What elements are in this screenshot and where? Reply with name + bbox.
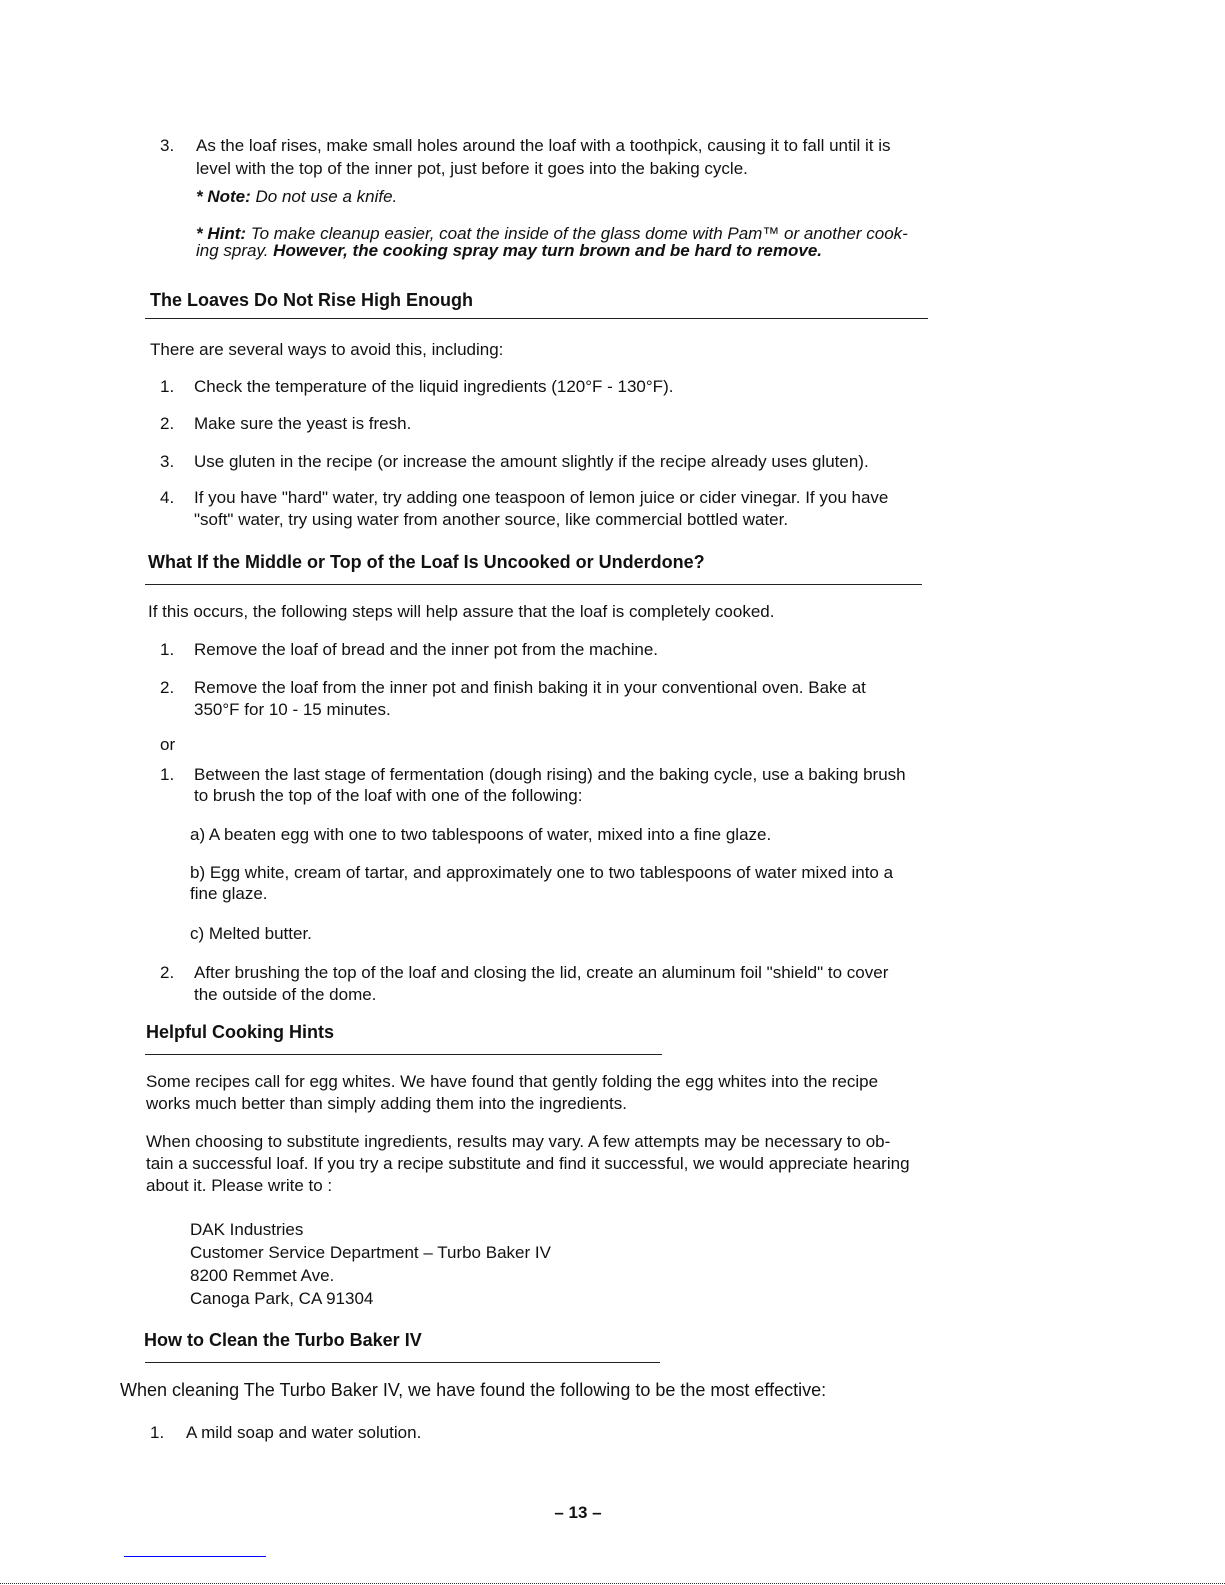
hint-text: ing spray. — [196, 241, 274, 260]
section-intro: If this occurs, the following steps will help assure that the loaf is completely cooked. — [148, 602, 775, 621]
list-item: Remove the loaf of bread and the inner pot from the machine. — [194, 640, 658, 659]
note — [196, 187, 397, 207]
list-item: to brush the top of the loaf with one of the following: — [194, 786, 583, 805]
sub-item: c) Melted butter. — [190, 924, 312, 943]
list-item: Check the temperature of the liquid ingredients (120°F - 130°F). — [194, 377, 674, 396]
list-number: 2. — [160, 963, 175, 982]
list-number: 1. — [150, 1423, 165, 1442]
paragraph-line: When choosing to substitute ingredients, results may vary. A few attempts may be necessary to ob- — [146, 1132, 891, 1151]
heading-rule — [145, 1054, 662, 1055]
list-item: Between the last stage of fermentation (dough rising) and the baking cycle, use a baking brush — [194, 765, 906, 784]
sub-item: fine glaze. — [190, 884, 268, 903]
sub-item: b) Egg white, cream of tartar, and approximately one to two tablespoons of water mixed into a — [190, 863, 894, 882]
address-line: 8200 Remmet Ave. — [190, 1266, 335, 1285]
list-item: If you have "hard" water, try adding one teaspoon of lemon juice or cider vinegar. If you have — [194, 488, 889, 507]
paragraph-line: works much better than simply adding them into the ingredients. — [146, 1094, 627, 1113]
address-line: Canoga Park, CA 91304 — [190, 1289, 374, 1308]
paragraph-line: Some recipes call for egg whites. We have found that gently folding the egg whites into the recipe — [146, 1072, 879, 1091]
note-label: * Note: — [196, 187, 251, 206]
hint-warning: However, the cooking spray may turn brown and be hard to remove. — [273, 241, 823, 260]
paragraph-line: tain a successful loaf. If you try a recipe substitute and find it successful, we would appreciate hearing — [146, 1154, 910, 1173]
hint-line2 — [196, 242, 822, 259]
hint-label: * Hint: — [196, 224, 247, 243]
hint — [196, 225, 908, 242]
note-text: Do not use a knife. — [250, 187, 398, 206]
heading-rule — [145, 584, 922, 585]
list-number: 1. — [160, 377, 175, 396]
section-intro: There are several ways to avoid this, including: — [150, 340, 504, 359]
or-separator: or — [160, 735, 176, 754]
list-number: 1. — [160, 640, 175, 659]
heading-rule — [145, 318, 928, 319]
footer-link-line — [124, 1556, 266, 1557]
sub-item: a) A beaten egg with one to two tablespoons of water, mixed into a fine glaze. — [190, 825, 772, 844]
list-item: 350°F for 10 - 15 minutes. — [194, 700, 391, 719]
heading-rule — [145, 1362, 660, 1363]
list-number: 3. — [160, 136, 175, 155]
list-number: 2. — [160, 678, 175, 697]
step-text-line: As the loaf rises, make small holes around the loaf with a toothpick, causing it to fall until it is — [196, 136, 891, 155]
paragraph-line: about it. Please write to : — [146, 1176, 333, 1195]
step-text-line: level with the top of the inner pot, just before it goes into the baking cycle. — [196, 159, 748, 178]
list-item: A mild soap and water solution. — [186, 1423, 422, 1442]
section-heading: The Loaves Do Not Rise High Enough — [150, 290, 474, 310]
list-item: After brushing the top of the loaf and closing the lid, create an aluminum foil "shield" to cover — [194, 963, 889, 982]
list-item: the outside of the dome. — [194, 985, 377, 1004]
address-line: Customer Service Department – Turbo Baker IV — [190, 1243, 551, 1262]
list-number: 3. — [160, 452, 175, 471]
section-heading: Helpful Cooking Hints — [146, 1022, 334, 1042]
list-number: 1. — [160, 765, 175, 784]
address-line: DAK Industries — [190, 1220, 304, 1239]
section-heading: How to Clean the Turbo Baker IV — [144, 1330, 422, 1350]
list-number: 4. — [160, 488, 175, 507]
list-number: 2. — [160, 414, 175, 433]
section-heading: What If the Middle or Top of the Loaf Is Uncooked or Underdone? — [148, 552, 705, 572]
section-intro: When cleaning The Turbo Baker IV, we have found the following to be the most effective: — [120, 1380, 827, 1400]
page-number: – 13 – — [554, 1503, 602, 1522]
page-edge — [0, 1583, 1225, 1584]
list-item: Make sure the yeast is fresh. — [194, 414, 412, 433]
list-item: Remove the loaf from the inner pot and finish baking it in your conventional oven. Bake at — [194, 678, 866, 697]
list-item: "soft" water, try using water from another source, like commercial bottled water. — [194, 510, 789, 529]
list-item: Use gluten in the recipe (or increase the amount slightly if the recipe already uses gluten). — [194, 452, 869, 471]
hint-text: To make cleanup easier, coat the inside of the glass dome with Pam™ or another cook- — [246, 224, 908, 243]
